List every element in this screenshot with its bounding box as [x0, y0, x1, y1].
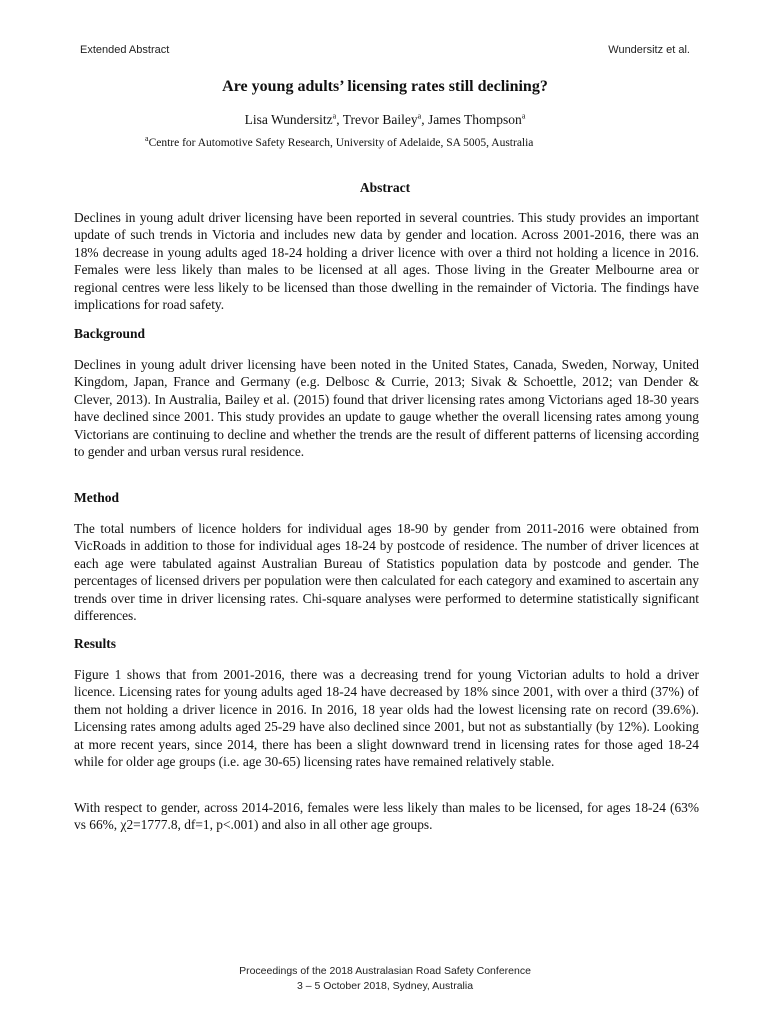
- header-left: Extended Abstract: [80, 44, 170, 56]
- results-paragraph-1: Figure 1 shows that from 2001-2016, there was a decreasing trend for young Victorian adults to hold a driver licence. Licensing rates for young adults aged 18-24 have decreased by 18% since 2001, with over a third (37%) of them not holding a driver licence in 2016. In 2016, 18 year olds had the lowest licensing rate on record (39.6%). Licensing rates among adults aged 25-29 have also declined since 2001, but not as substantially (by 12%). Looking at more recent years, since 2014, there has been a slight downward trend in licensing rates for those aged 18-24 while for older age groups (i.e. age 30-65) licensing rates have remained relatively stable.: [74, 667, 699, 770]
- author-name: Trevor Bailey: [342, 112, 418, 127]
- author-name: James Thompson: [427, 112, 522, 127]
- method-text: The total numbers of licence holders for individual ages 18-90 by gender from 2011-2016 were obtained from VicRoads in addition to those for individual ages 18-24 by postcode of residence. The number of driver licences at each age were tabulated against Australian Bureau of Statistics population data by postcode and gender. The percentages of licensed drivers per population were then calculated for each category and examined to ascertain any trends over time in driver licensing rates. Chi-square analyses were performed to determine statistically significant differences.: [74, 521, 699, 624]
- footer-line-1: Proceedings of the 2018 Australasian Road Safety Conference: [239, 965, 531, 977]
- page-footer: [0, 964, 770, 994]
- author-superscript: a: [332, 111, 337, 121]
- running-header: [80, 44, 690, 56]
- results-paragraph-2: With respect to gender, across 2014-2016, females were less likely than males to be licensed, for ages 18-24 (63% vs 66%, χ2=1777.8, df=1, p<.001) and also in all other age groups.: [74, 800, 699, 833]
- abstract-text: Declines in young adult driver licensing have been reported in several countries. This study provides an important update of such trends in Victoria and includes new data by gender and location. Across 2001-2016, there was an 18% decrease in young adults aged 18-24 holding a driver licence with over a third not holding a licence in 2016. Females were less likely than males to be licensed at all ages. Those living in the Greater Melbourne area or regional centres were less likely to be licensed than those dwelling in the remainder of Victoria. The findings have implications for road safety.: [74, 210, 699, 313]
- header-right: Wundersitz et al.: [608, 44, 690, 56]
- author-name: Lisa Wundersitz: [244, 112, 333, 127]
- background-heading: Background: [74, 326, 146, 341]
- method-heading: Method: [74, 490, 119, 505]
- abstract-heading: Abstract: [359, 180, 411, 195]
- results-heading: Results: [74, 636, 117, 651]
- background-text: Declines in young adult driver licensing have been noted in the United States, Canada, Sweden, Norway, United Kingdom, Japan, France and Germany (e.g. Delbosc & Currie, 2013; Sivak & Schoettle, 2012; van Dender & Clever, 2013). In Australia, Bailey et al. (2015) found that driver licensing rates among Victorians aged 18-30 years have declined since 2001. This study provides an update to gauge whether the overall licensing rates among young Victorians are continuing to decline and whether the trends are the result of different patterns of licensing according to gender and urban versus rural residence.: [74, 357, 699, 460]
- author-superscript: a: [417, 111, 422, 121]
- author-superscript: a: [521, 111, 526, 121]
- affiliation: [145, 134, 534, 149]
- footer-line-2: 3 – 5 October 2018, Sydney, Australia: [296, 980, 474, 992]
- affiliation-marker: a: [145, 134, 149, 144]
- author-list: Lisa Wundersitz$^a$, Trevor Bailey$^a$, James Thompson$^a$: [244, 111, 526, 127]
- affiliation-text: Centre for Automotive Safety Research, University of Adelaide, SA 5005, Australia: [148, 137, 534, 149]
- paper-title: Are young adults’ licensing rates still declining?: [222, 78, 548, 95]
